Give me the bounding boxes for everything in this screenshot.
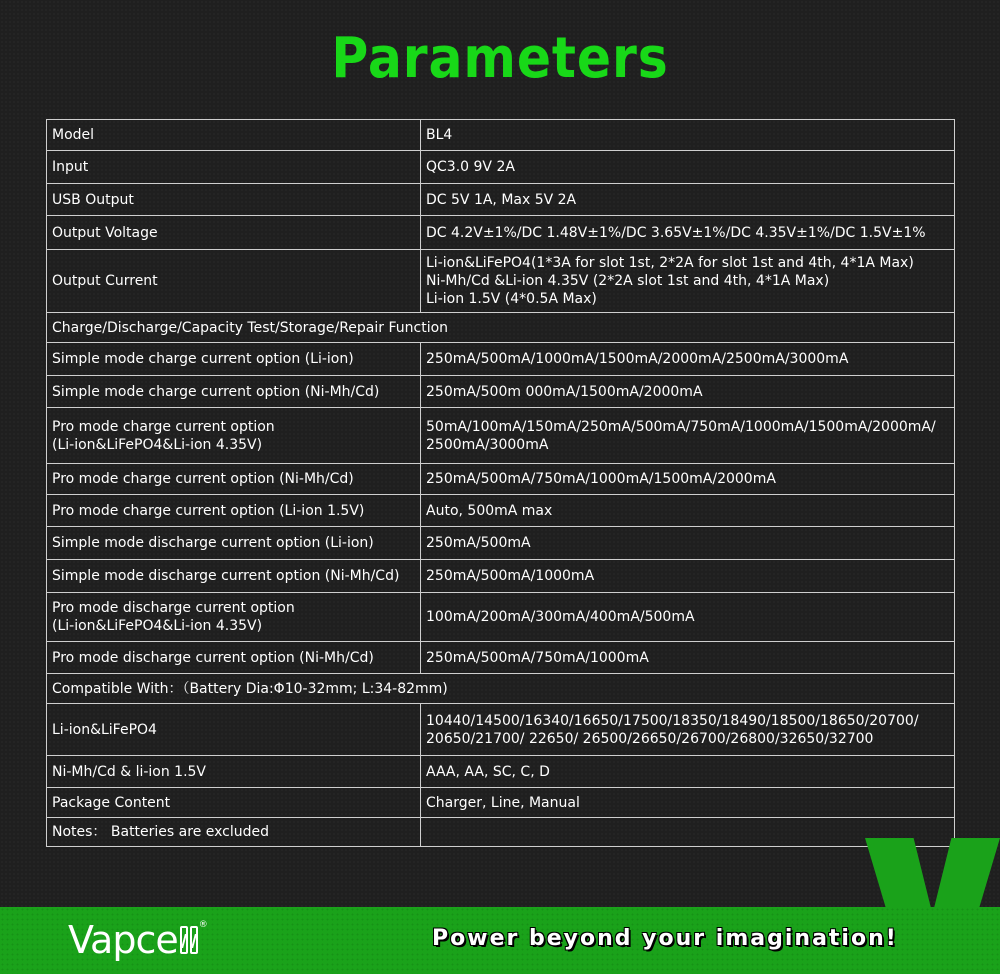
table-row xyxy=(47,250,955,313)
row-value: 250mA/500mA xyxy=(426,535,531,551)
row-value: Li-ion&LiFePO4(1*3A for slot 1st, 2*2A for slot 1st and 4th, 4*1A Max) Ni-Mh/Cd &Li-ion 4.35V (2*2A slot 1st and 4th, 4*1A Max) Li-ion 1.5V (4*0.5A Max) xyxy=(426,255,914,307)
row-label-cell xyxy=(47,151,421,184)
table-row xyxy=(47,120,955,151)
table-row xyxy=(47,593,955,642)
table-row xyxy=(47,376,955,408)
row-value-cell xyxy=(421,184,955,216)
row-label: Simple mode discharge current option (Ni-Mh/Cd) xyxy=(52,568,400,584)
row-value-cell xyxy=(421,593,955,642)
table-row xyxy=(47,674,955,704)
parameters-table xyxy=(46,119,955,847)
row-label: Pro mode discharge current option (Ni-Mh/Cd) xyxy=(52,649,374,666)
registered-mark: ® xyxy=(198,920,208,930)
row-value-cell xyxy=(421,216,955,250)
row-label: Simple mode charge current option (Li-ion) xyxy=(52,351,354,367)
row-label-cell xyxy=(47,495,421,527)
row-label-cell xyxy=(47,756,421,788)
row-value: BL4 xyxy=(426,127,453,143)
row-label-cell xyxy=(47,184,421,216)
row-value: 250mA/500m 000mA/1500mA/2000mA xyxy=(426,383,703,400)
table-row xyxy=(47,151,955,184)
row-label-cell xyxy=(47,642,421,674)
row-value-cell xyxy=(421,560,955,593)
brand-logo-text: Vapce xyxy=(68,918,178,962)
row-label-cell xyxy=(47,250,421,313)
row-label-cell xyxy=(47,704,421,756)
row-value: DC 4.2V±1%/DC 1.48V±1%/DC 3.65V±1%/DC 4.35V±1%/DC 1.5V±1% xyxy=(426,224,926,241)
row-value-cell xyxy=(421,408,955,464)
row-label-cell xyxy=(47,818,421,847)
slogan: Power beyond your imagination! xyxy=(432,926,898,951)
table-row xyxy=(47,495,955,527)
brand-logo xyxy=(68,914,208,966)
row-label-cell xyxy=(47,593,421,642)
row-value-cell xyxy=(421,376,955,408)
row-value: 250mA/500mA/750mA/1000mA/1500mA/2000mA xyxy=(426,471,776,487)
row-label: Model xyxy=(52,127,95,143)
row-label: Simple mode discharge current option (Li-ion) xyxy=(52,535,374,551)
row-value-cell xyxy=(421,464,955,495)
row-value: DC 5V 1A, Max 5V 2A xyxy=(426,191,577,208)
row-value-cell xyxy=(421,250,955,313)
table-row xyxy=(47,818,955,847)
row-label: Pro mode discharge current option (Li-ion&LiFePO4&Li-ion 4.35V) xyxy=(52,600,295,634)
battery-cell-icon xyxy=(180,926,198,954)
row-label: Package Content xyxy=(52,794,171,811)
row-label-cell xyxy=(47,527,421,560)
page-title: Parameters xyxy=(331,26,669,91)
table-row xyxy=(47,184,955,216)
row-label: Input xyxy=(52,159,89,175)
row-label-cell xyxy=(47,343,421,376)
row-value-cell xyxy=(421,120,955,151)
row-label: Pro mode charge current option (Ni-Mh/Cd) xyxy=(52,471,354,487)
row-value: 50mA/100mA/150mA/250mA/500mA/750mA/1000mA/1500mA/2000mA/ 2500mA/3000mA xyxy=(426,418,936,453)
table-row xyxy=(47,464,955,495)
table-row xyxy=(47,216,955,250)
row-label: Output Current xyxy=(52,273,158,289)
row-value-cell xyxy=(421,495,955,527)
row-label-cell xyxy=(47,560,421,593)
row-label-cell xyxy=(47,120,421,151)
row-label-cell xyxy=(47,788,421,818)
row-label: Li-ion&LiFePO4 xyxy=(52,721,157,738)
row-value-cell xyxy=(421,642,955,674)
row-value: AAA, AA, SC, C, D xyxy=(426,763,550,780)
row-value: 250mA/500mA/750mA/1000mA xyxy=(426,649,649,666)
table-row xyxy=(47,704,955,756)
row-label: USB Output xyxy=(52,191,134,208)
row-label-cell xyxy=(47,408,421,464)
table-row xyxy=(47,560,955,593)
row-label: Pro mode charge current option (Li-ion 1.5V) xyxy=(52,502,365,519)
table-row xyxy=(47,313,955,343)
table-row xyxy=(47,343,955,376)
row-label: Simple mode charge current option (Ni-Mh/Cd) xyxy=(52,383,380,400)
row-label: Output Voltage xyxy=(52,224,158,241)
table-row xyxy=(47,527,955,560)
row-label: Pro mode charge current option (Li-ion&LiFePO4&Li-ion 4.35V) xyxy=(52,418,275,453)
row-value-cell xyxy=(421,756,955,788)
row-value: 250mA/500mA/1000mA xyxy=(426,568,595,584)
row-label-cell xyxy=(47,313,955,343)
row-label: Charge/Discharge/Capacity Test/Storage/Repair Function xyxy=(52,319,449,336)
row-value: 250mA/500mA/1000mA/1500mA/2000mA/2500mA/3000mA xyxy=(426,351,849,367)
row-label-cell xyxy=(47,464,421,495)
table-row xyxy=(47,408,955,464)
row-value-cell xyxy=(421,788,955,818)
table-row xyxy=(47,788,955,818)
row-value-cell xyxy=(421,343,955,376)
row-value-cell xyxy=(421,151,955,184)
row-value: Charger, Line, Manual xyxy=(426,794,580,811)
row-label-cell xyxy=(47,216,421,250)
row-value: 100mA/200mA/300mA/400mA/500mA xyxy=(426,609,695,625)
row-label-cell xyxy=(47,674,955,704)
row-value-cell xyxy=(421,527,955,560)
table-row xyxy=(47,642,955,674)
table-row xyxy=(47,756,955,788)
row-label: Notes： Batteries are excluded xyxy=(52,824,270,840)
row-value: Auto, 500mA max xyxy=(426,502,553,519)
row-label: Ni-Mh/Cd & li-ion 1.5V xyxy=(52,763,207,780)
row-value: 10440/14500/16340/16650/17500/18350/18490/18500/18650/20700/ 20650/21700/ 22650/ 26500/26650/26700/26800/32650/32700 xyxy=(426,712,919,747)
row-label: Compatible With：（Battery Dia:Φ10-32mm; L:34-82mm) xyxy=(52,680,448,697)
row-label-cell xyxy=(47,376,421,408)
row-value-cell xyxy=(421,704,955,756)
row-value: QC3.0 9V 2A xyxy=(426,159,515,175)
